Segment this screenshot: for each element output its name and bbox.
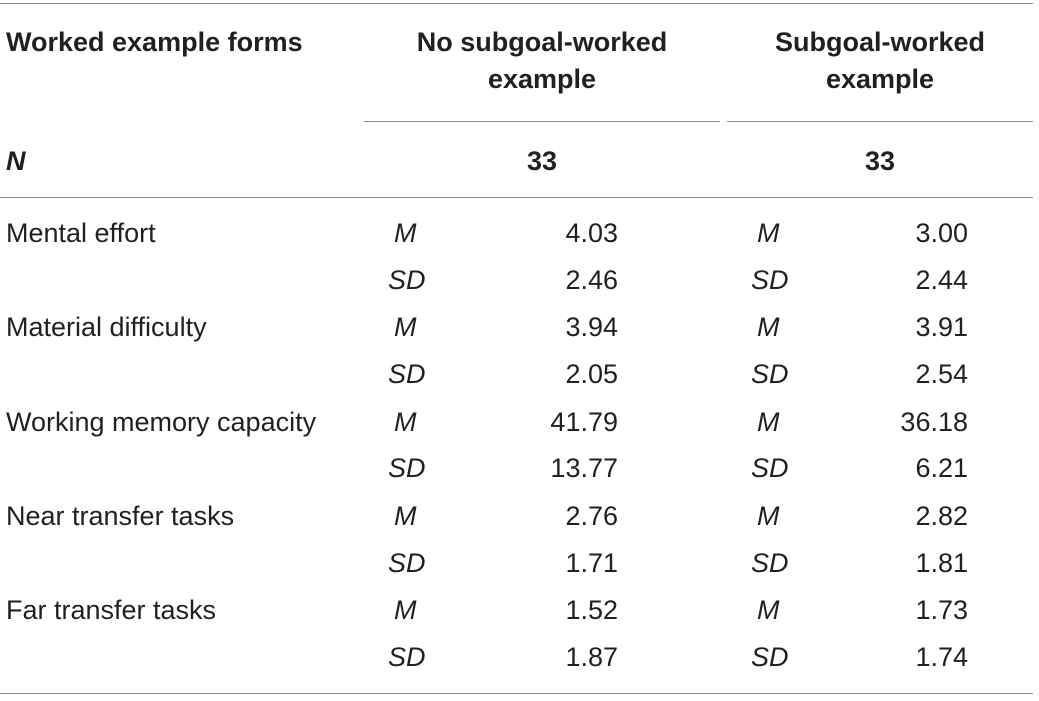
- row-label: Far transfer tasks: [6, 595, 217, 625]
- top-rule: [0, 3, 1033, 4]
- stat-label: SD: [388, 359, 426, 389]
- group1-value: 3.94: [565, 312, 618, 342]
- group1-value: 2.46: [565, 265, 618, 295]
- stat-label: M: [394, 595, 417, 625]
- group1-value: 1.52: [565, 595, 618, 625]
- stat-label: M: [394, 501, 417, 531]
- group2-underline: [727, 121, 1033, 122]
- group1-value: 1.71: [565, 548, 618, 578]
- group1-value: 4.03: [565, 218, 618, 248]
- stat-label: SD: [751, 453, 789, 483]
- stat-label: SD: [388, 265, 426, 295]
- stat-label: SD: [751, 265, 789, 295]
- group2-value: 1.74: [915, 642, 968, 672]
- n-row-group2: 33: [864, 146, 896, 176]
- group1-value: 13.77: [550, 453, 618, 483]
- group1-value: 1.87: [565, 642, 618, 672]
- stat-label: SD: [388, 642, 426, 672]
- group1-value: 41.79: [550, 407, 618, 437]
- group2-value: 6.21: [915, 453, 968, 483]
- group2-value: 36.18: [900, 407, 968, 437]
- stat-label: M: [757, 501, 780, 531]
- group1-header-line2: example: [487, 64, 597, 94]
- group2-value: 2.54: [915, 359, 968, 389]
- stat-label: SD: [751, 359, 789, 389]
- group2-value: 3.00: [915, 218, 968, 248]
- stat-label: M: [757, 218, 780, 248]
- stat-label: M: [757, 595, 780, 625]
- group1-value: 2.76: [565, 501, 618, 531]
- header-bottom-rule: [0, 197, 1033, 198]
- group2-header-line1: Subgoal-worked: [774, 27, 985, 57]
- stat-label: M: [757, 407, 780, 437]
- group1-header-line1: No subgoal-worked: [416, 27, 668, 57]
- row-label-header: Worked example forms: [6, 27, 303, 57]
- stat-label: M: [394, 312, 417, 342]
- stat-label: SD: [388, 453, 426, 483]
- stat-label: M: [394, 407, 417, 437]
- stat-label: M: [757, 312, 780, 342]
- group2-header-line2: example: [825, 64, 935, 94]
- bottom-rule: [0, 693, 1033, 694]
- row-label: Working memory capacity: [6, 407, 317, 437]
- n-row-group1: 33: [526, 146, 558, 176]
- group2-value: 1.73: [915, 595, 968, 625]
- row-label: Mental effort: [6, 218, 156, 248]
- group2-value: 1.81: [915, 548, 968, 578]
- stat-label: SD: [388, 548, 426, 578]
- group2-value: 2.44: [915, 265, 968, 295]
- group2-value: 3.91: [915, 312, 968, 342]
- group1-underline: [364, 121, 720, 122]
- stat-label: M: [394, 218, 417, 248]
- group2-value: 2.82: [915, 501, 968, 531]
- n-row-label: N: [6, 146, 26, 176]
- stat-label: SD: [751, 642, 789, 672]
- row-label: Near transfer tasks: [6, 501, 235, 531]
- group1-value: 2.05: [565, 359, 618, 389]
- row-label: Material difficulty: [6, 312, 207, 342]
- stat-label: SD: [751, 548, 789, 578]
